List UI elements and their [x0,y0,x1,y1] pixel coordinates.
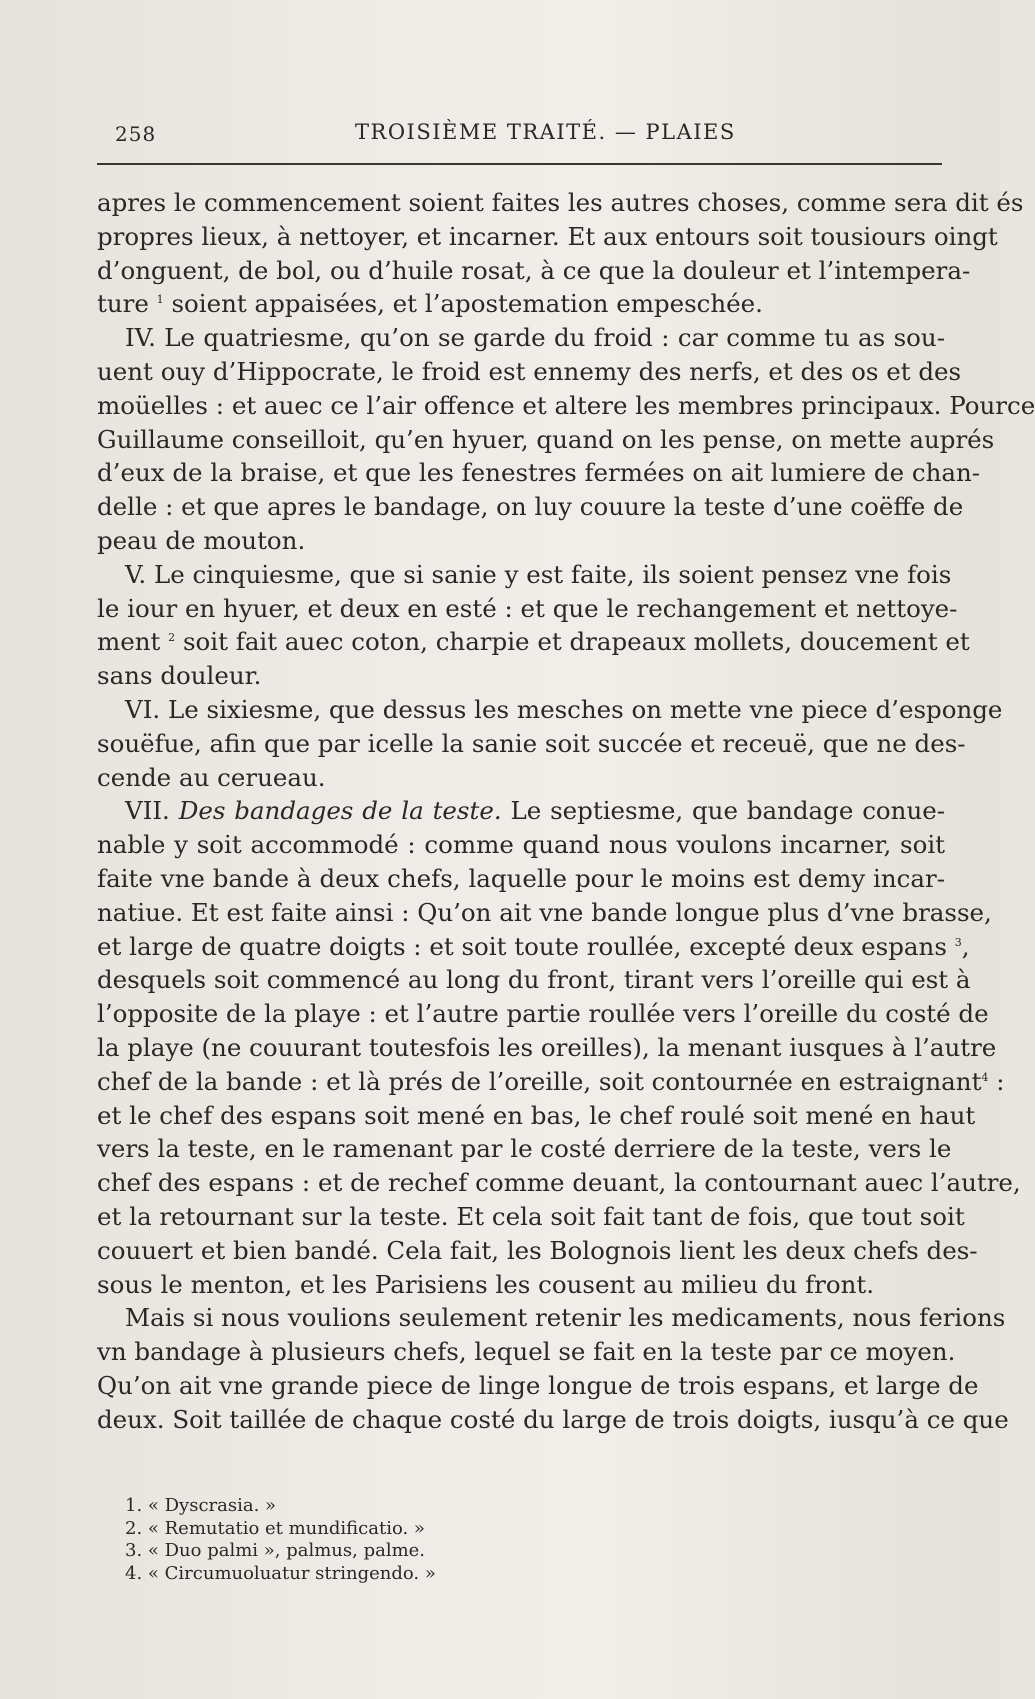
footnote-reference: 4 [981,1070,989,1084]
running-title: TROISIÈME TRAITÉ. — PLAIES [355,120,736,144]
text-line: peau de mouton. [97,525,306,555]
text-line: cende au cerueau. [97,762,326,792]
text-line: et la retournant sur la teste. Et cela soit fait tant de fois, que tout soit [97,1201,965,1231]
text-line [97,287,945,321]
paragraph-start-line: V. Le cinquiesme, que si sanie y est faite, ils soient pensez vne fois [125,559,952,589]
footnote-reference: 1 [156,293,164,307]
paragraph-start-line: IV. Le quatriesme, qu’on se garde du froid : car comme tu as sou- [125,323,945,353]
text-line: deux. Soit taillée de chaque costé du large de trois doigts, iusqu’à ce que [97,1404,1009,1434]
text-line: Guillaume conseilloit, qu’en hyuer, quand on les pense, on mette auprés [97,424,995,454]
text-line: sous le menton, et les Parisiens les cousent au milieu du front. [97,1269,875,1299]
paragraph-start-line: VI. Le sixiesme, que dessus les mesches on mette vne piece d’esponge [125,694,1003,724]
text-line: l’opposite de la playe : et l’autre partie roullée vers l’oreille du costé de [97,999,989,1029]
text-line: apres le commencement soient faites les autres choses, comme sera dit és [97,188,1024,217]
text-fragment: ture [97,289,149,319]
footnote: 3. « Duo palmi », palmus, palme. [125,1540,426,1561]
text-fragment: soient appaisées, et l’apostemation empeschée. [171,289,763,319]
footnote-reference: 2 [168,631,176,645]
text-line: et le chef des espans soit mené en bas, le chef roulé soit mené en haut [97,1100,976,1130]
text-line: desquels soit commencé au long du front, tirant vers l’oreille qui est à [97,965,971,995]
text-line: le iour en hyuer, et deux en esté : et que le rechangement et nettoye- [97,593,958,623]
page-number: 258 [115,122,157,146]
text-line [97,930,970,964]
page-header [115,120,940,160]
text-line: delle : et que apres le bandage, on luy couure la teste d’une coëffe de [97,492,964,522]
footnote: 1. « Dyscrasia. » [125,1495,277,1516]
text-fragment: ment [97,627,161,657]
section-number: VII. [125,796,170,826]
text-line: nable y soit accommodé : comme quand nous voulons incarner, soit [97,830,945,860]
text-line: faite vne bande à deux chefs, laquelle pour le moins est demy incar- [97,863,945,893]
header-rule [97,163,942,165]
body-text [97,186,1035,1436]
section-title: Des bandages de la teste. [178,796,502,826]
text-line [97,1065,1005,1099]
paragraph-start-line [97,794,945,828]
text-line: sans douleur. [97,661,262,691]
text-line: Qu’on ait vne grande piece de linge longue de trois espans, et large de [97,1370,979,1400]
footnotes [125,1495,625,1585]
text-line: la playe (ne couurant toutesfois les oreilles), la menant iusques à l’autre [97,1032,997,1062]
text-fragment: Le septiesme, que bandage conue- [510,796,945,826]
paragraph-start-line: Mais si nous voulions seulement retenir les medicaments, nous ferions [125,1303,1006,1333]
footnote-reference: 3 [954,935,962,949]
text-line: propres lieux, à nettoyer, et incarner. Et aux entours soit tousiours oingt [97,221,998,251]
footnote: 4. « Circumuoluatur stringendo. » [125,1562,436,1584]
text-line: vn bandage à plusieurs chefs, lequel se fait en la teste par ce moyen. [97,1337,956,1367]
text-fragment: et large de quatre doigts : et soit toute roullée, excepté deux espans [97,931,947,961]
text-line: d’onguent, de bol, ou d’huile rosat, à ce que la douleur et l’intempera- [97,255,971,285]
text-line: vers la teste, en le ramenant par le costé derriere de la teste, vers le [97,1134,952,1164]
text-line: souëfue, afin que par icelle la sanie soit succée et receuë, que ne des- [97,728,966,758]
text-line [97,625,970,659]
footnote: 2. « Remutatio et mundificatio. » [125,1517,425,1539]
text-line: uent ouy d’Hippocrate, le froid est ennemy des nerfs, et des os et des [97,356,962,386]
text-fragment: chef de la bande : et là prés de l’oreille, soit contournée en estraignant [97,1066,982,1096]
text-line: chef des espans : et de rechef comme deuant, la contournant auec l’autre, [97,1168,1021,1198]
text-line: couuert et bien bandé. Cela fait, les Bolognois lient les deux chefs des- [97,1235,978,1265]
text-line: natiue. Et est faite ainsi : Qu’on ait vne bande longue plus d’vne brasse, [97,897,992,927]
text-line: moüelles : et auec ce l’air offence et altere les membres principaux. Pource [97,390,1035,420]
text-fragment: , [961,931,970,961]
text-fragment: soit fait auec coton, charpie et drapeaux mollets, doucement et [182,627,970,657]
text-line: d’eux de la braise, et que les fenestres fermées on ait lumiere de chan- [97,458,981,488]
text-fragment: : [996,1066,1005,1096]
